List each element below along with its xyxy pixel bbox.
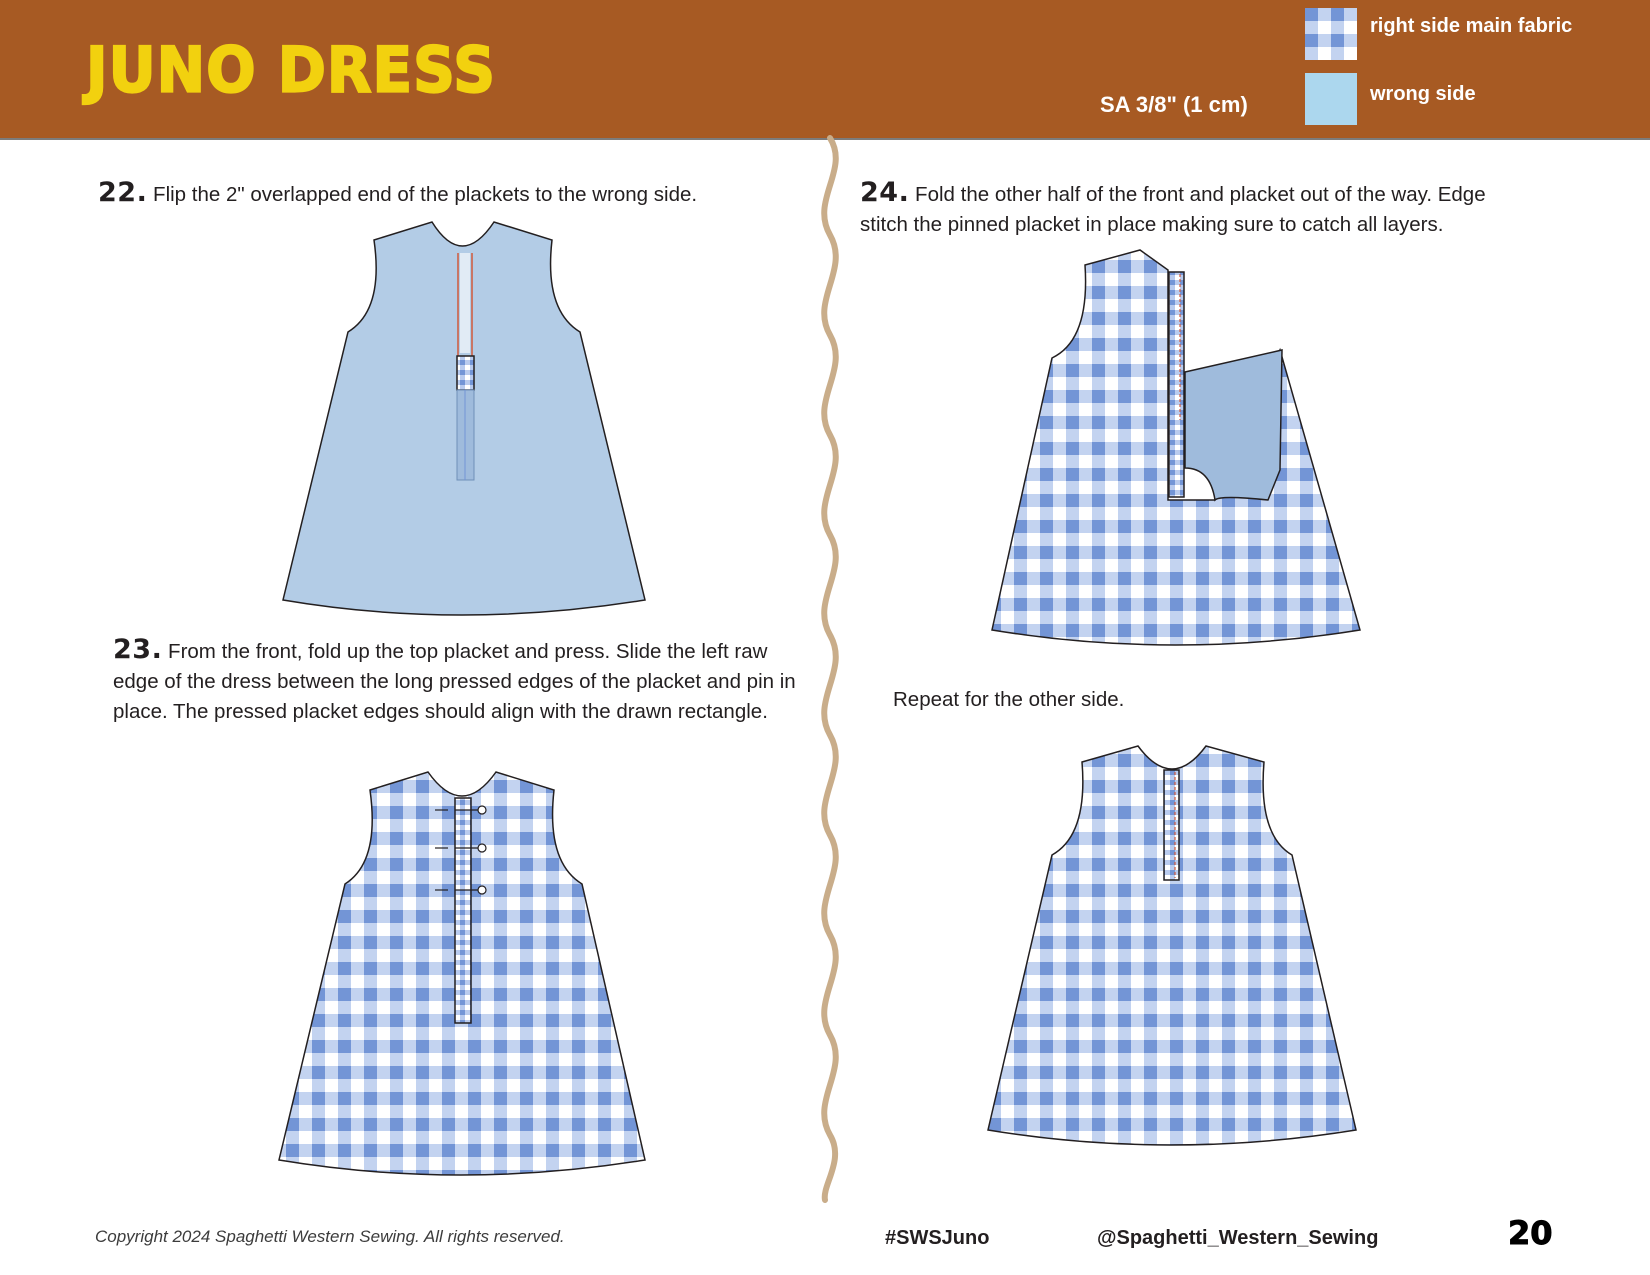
social-handle: @Spaghetti_Western_Sewing — [1097, 1227, 1379, 1249]
wavy-divider — [824, 138, 836, 1200]
hashtag: #SWSJuno — [885, 1227, 990, 1249]
step-23-number: 23. — [113, 634, 163, 665]
repeat-note: Repeat for the other side. — [893, 688, 1125, 711]
step-24-number: 24. — [860, 177, 910, 208]
step-24-text: Fold the other half of the front and placket out of the way. Edge stitch the pinned placket in place making sure to catch all layers. — [860, 183, 1486, 236]
dress-step-22 — [283, 222, 645, 615]
dress-step-24 — [992, 250, 1360, 645]
legend-right-side-label: right side main fabric — [1370, 15, 1573, 37]
dress-repeat — [988, 746, 1356, 1145]
step-23-text: From the front, fold up the top placket and press. Slide the left raw edge of the dress between the long pressed edges of the placket and pin in place. The pressed placket edges should align with the drawn rectangle. — [113, 640, 796, 723]
page-number: 20 — [1508, 1214, 1553, 1252]
seam-allowance-label: SA 3/8" (1 cm) — [1100, 92, 1248, 117]
step-22-text: Flip the 2" overlapped end of the plackets to the wrong side. — [153, 183, 698, 206]
dress-step-23 — [279, 772, 645, 1175]
legend-wrong-side-label: wrong side — [1370, 83, 1476, 105]
page-title: JUNO DRESS — [86, 33, 497, 107]
copyright: Copyright 2024 Spaghetti Western Sewing. All rights reserved. — [95, 1227, 565, 1246]
step-22-number: 22. — [98, 177, 148, 208]
